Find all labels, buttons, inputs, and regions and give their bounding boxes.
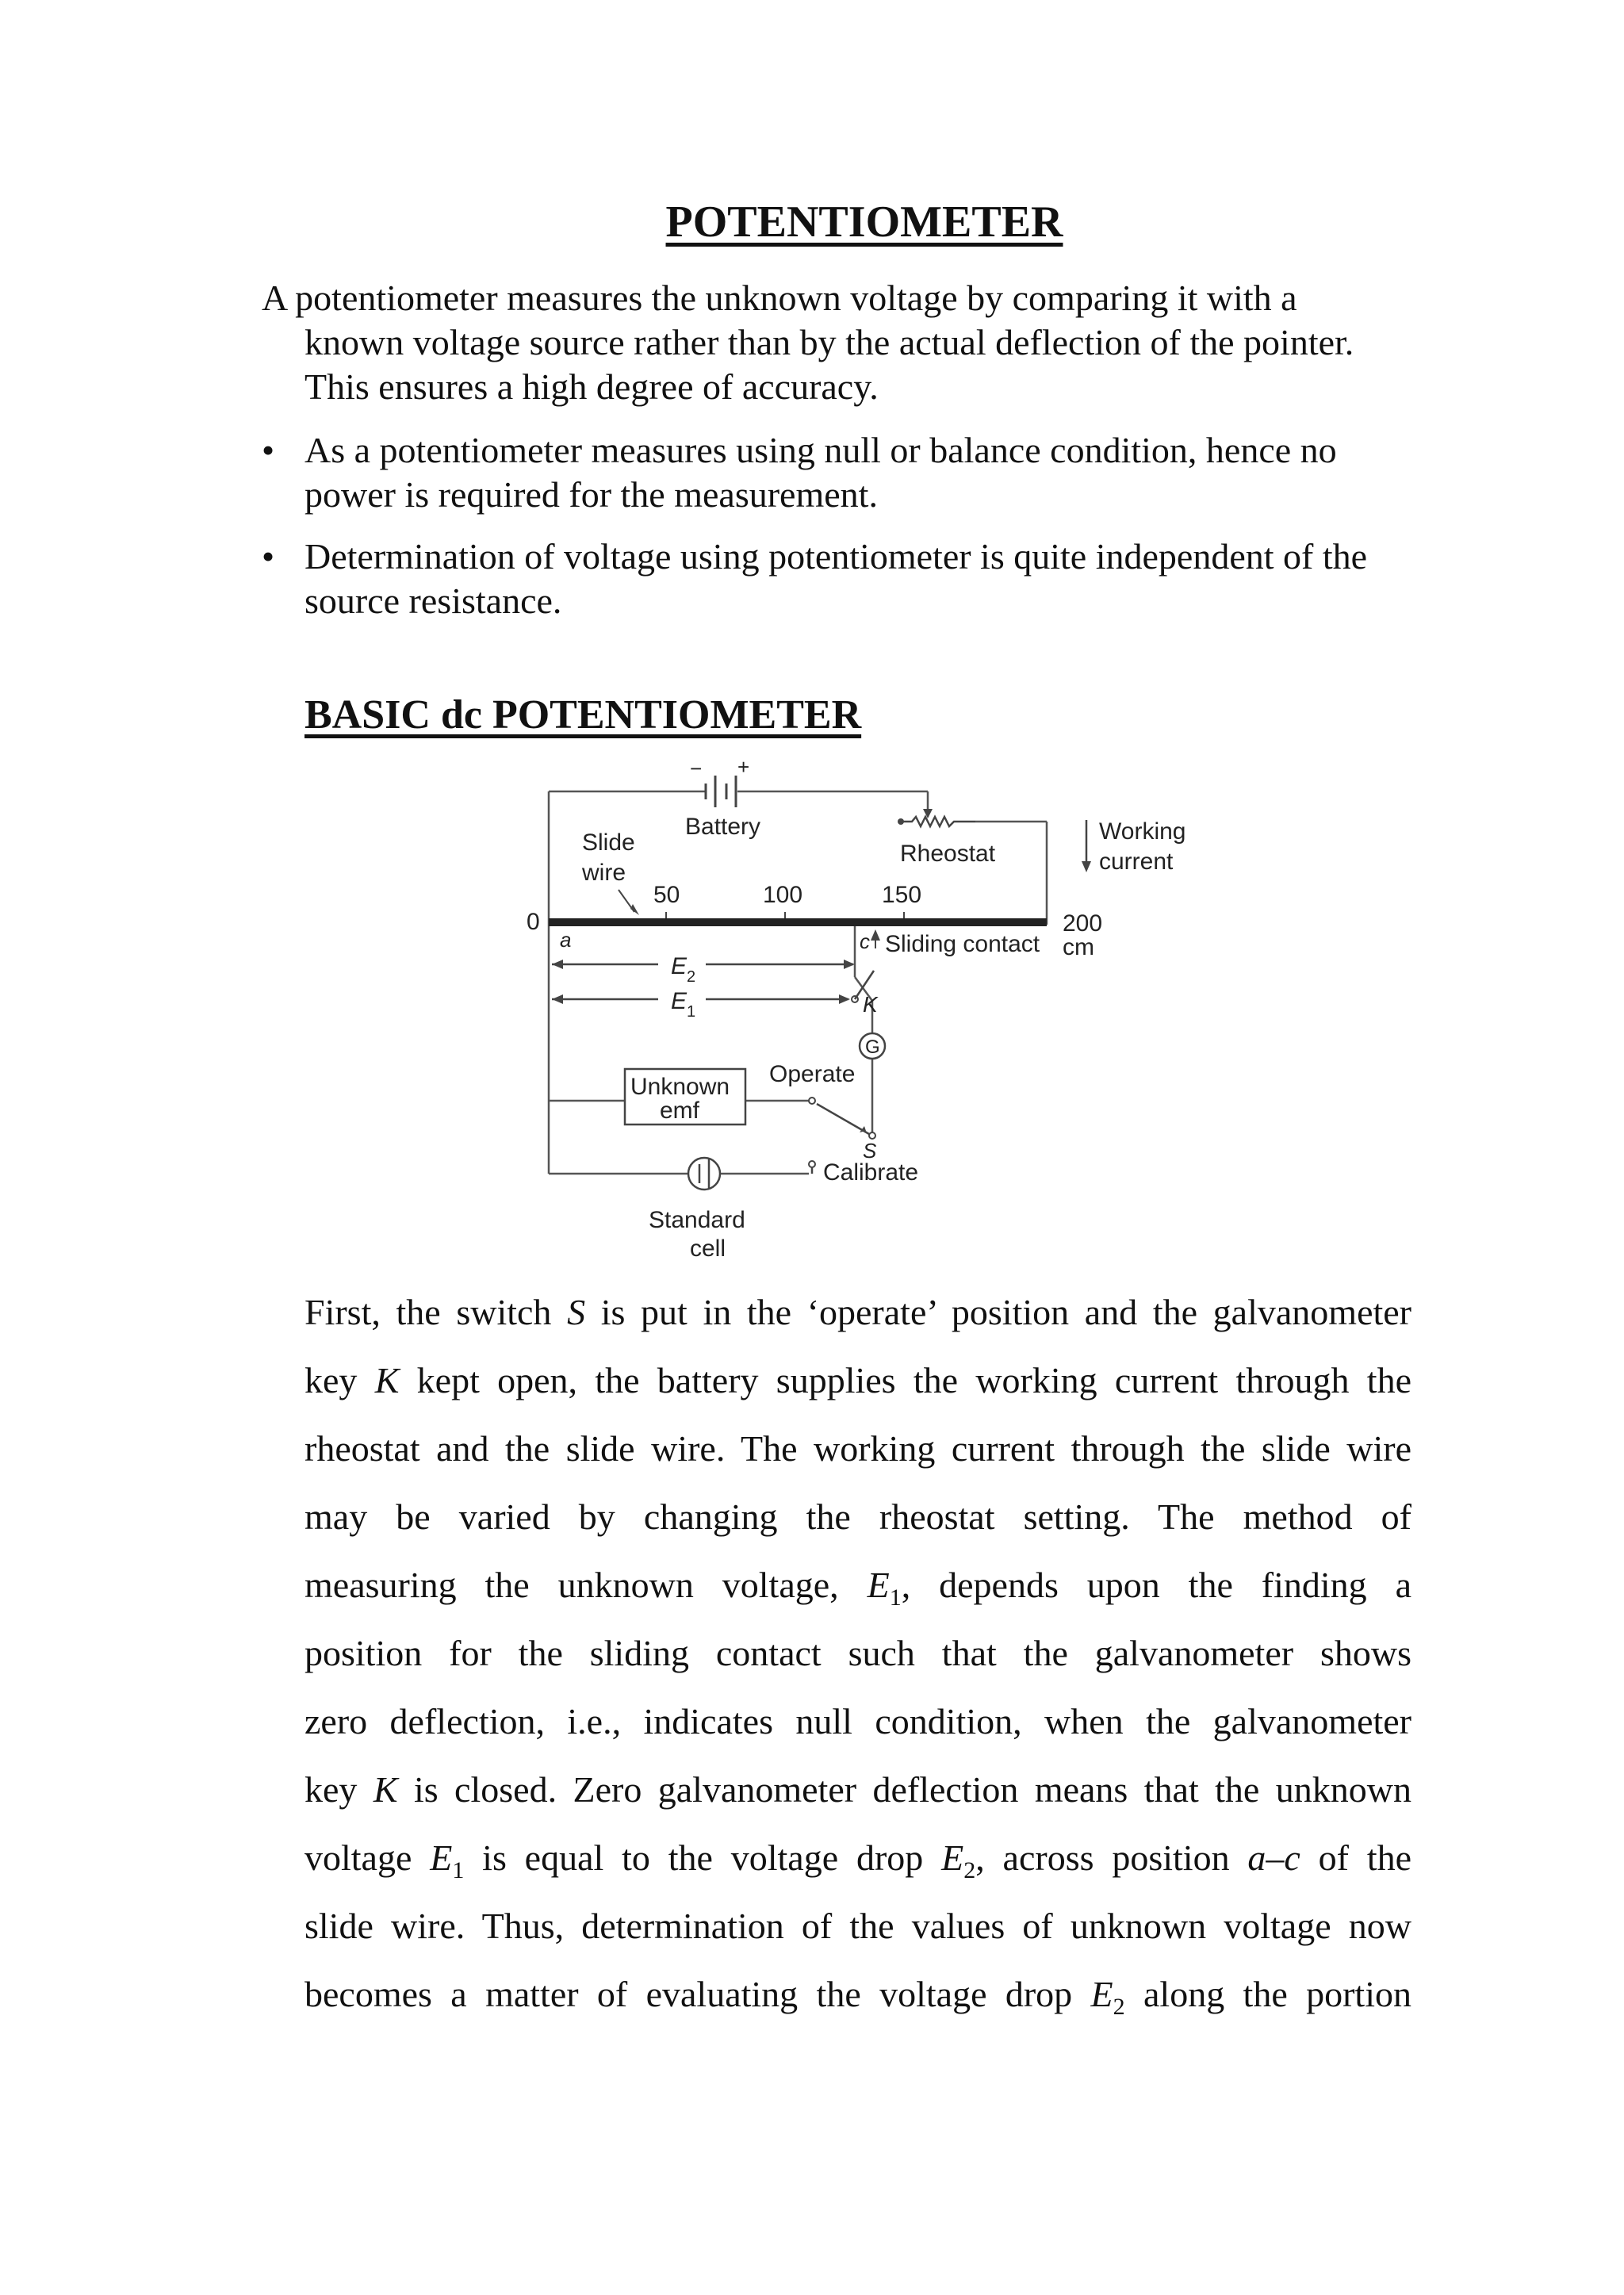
scale-unit: cm	[1063, 934, 1094, 960]
slide-wire-label: Slide	[582, 829, 635, 856]
intro-paragraph	[262, 276, 1388, 409]
bullet-text: Determination of voltage using potentiometer is quite independent of the source resistance.	[304, 536, 1368, 621]
battery-label: Battery	[685, 814, 761, 840]
key-label: K	[863, 992, 878, 1017]
standard-cell-icon	[688, 1158, 720, 1190]
battery-minus: −	[690, 761, 703, 780]
bullet-text: As a potentiometer measures using null or balance condition, hence no power is required for the measurement.	[304, 430, 1337, 515]
body-paragraph: First, the switch S is put in the ‘operate’ position and the galvanometer key K kept open, the battery supplies the working current through the rheostat and the slide wire. The working current through the slide wire may be varied by changing the rheostat setting. The method of measuring the unknown voltage, $E_1$, depends upon the finding a position for the sliding contact such that the galvanometer shows zero deflection, i.e., indicates null condition, when the galvanometer key K is closed. Zero galvanometer deflection means that the unknown voltage $E_1$ is equal to the voltage drop $E_2$, across position a–c of the slide wire. Thus, determination of the values of unknown voltage now becomes a matter of evaluating the voltage drop $E_2$ along the portion	[304, 1292, 1412, 2021]
standard-cell-label: Standard	[649, 1207, 745, 1233]
switch-label: S	[863, 1139, 877, 1163]
scale-100: 100	[763, 882, 803, 908]
e2-sub: 2	[687, 968, 696, 986]
scale-200: 200	[1063, 910, 1103, 937]
e1-label: E	[671, 988, 688, 1014]
rheostat-label: Rheostat	[900, 841, 996, 867]
bullet-list	[262, 428, 1388, 641]
unknown-emf-label: Unknown	[630, 1074, 730, 1100]
e2-label: E	[671, 953, 688, 979]
point-c: c	[860, 929, 870, 953]
e1-sub: 1	[687, 1003, 696, 1021]
point-a: a	[560, 928, 572, 952]
rheostat-icon	[902, 817, 975, 826]
working-current-label-2: current	[1099, 849, 1174, 875]
calibrate-label: Calibrate	[823, 1159, 919, 1186]
battery-icon	[706, 776, 736, 807]
slide-wire-label-2: wire	[582, 860, 626, 886]
bullet-item: • Determination of voltage using potentiometer is quite independent of the source resistance.	[262, 536, 1368, 621]
sliding-contact-label: Sliding contact	[885, 931, 1040, 957]
circuit-diagram	[508, 761, 1221, 1269]
page-title: POTENTIOMETER	[665, 197, 1063, 247]
section-heading: BASIC dc POTENTIOMETER	[304, 692, 862, 738]
scale-50: 50	[653, 882, 680, 908]
slide-wire	[549, 918, 1047, 926]
scale-150: 150	[882, 882, 922, 908]
bullet-item: • As a potentiometer measures using null or balance condition, hence no power is required for the measurement.	[262, 430, 1337, 515]
battery-plus: +	[737, 761, 750, 779]
unknown-emf-label-2: emf	[660, 1098, 700, 1124]
scale-0: 0	[527, 909, 540, 935]
working-current-label: Working	[1099, 818, 1186, 845]
standard-cell-label-2: cell	[690, 1236, 726, 1262]
galvanometer-label: G	[865, 1036, 880, 1058]
switch-s	[817, 1104, 869, 1134]
operate-label: Operate	[769, 1061, 856, 1087]
intro-text: A potentiometer measures the unknown voltage by comparing it with a known voltage source rather than by the actual deflection of the pointer. This ensures a high degree of accuracy.	[262, 278, 1354, 407]
